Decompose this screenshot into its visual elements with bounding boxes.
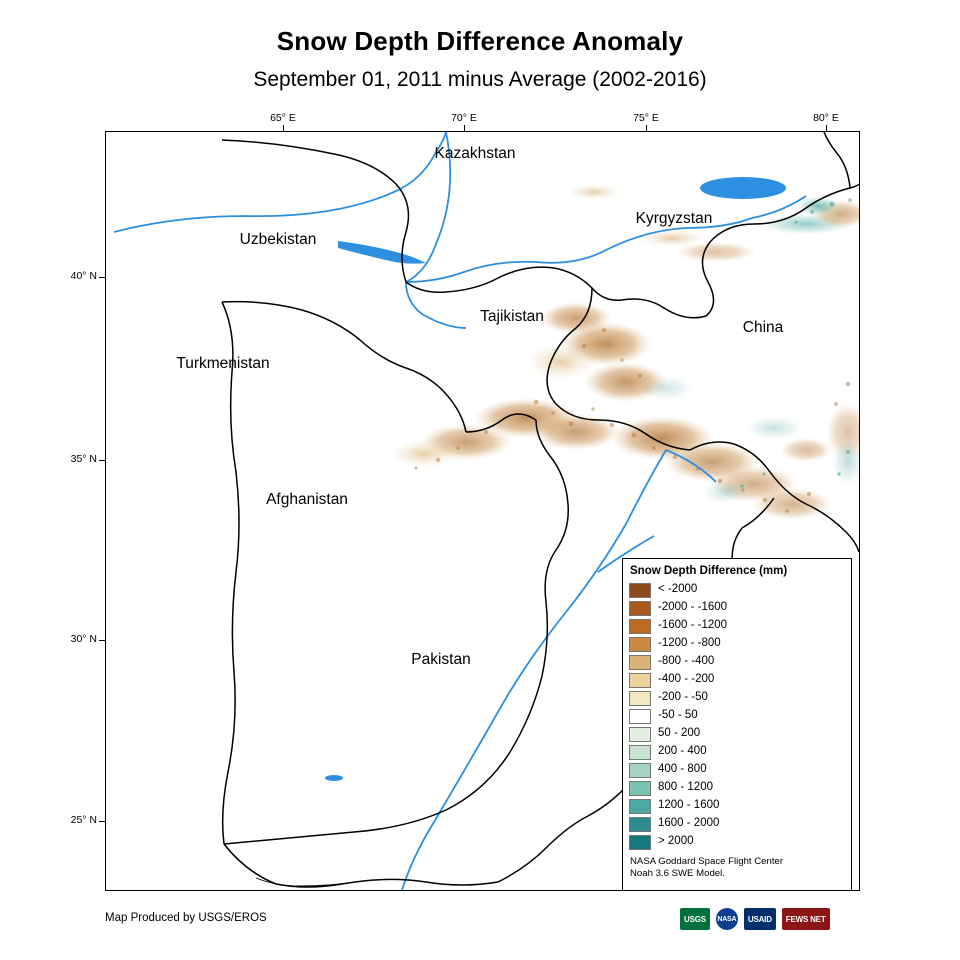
lat-label-40n: 40° N [70, 270, 97, 282]
logo-strip [680, 906, 830, 932]
legend-item [629, 653, 845, 671]
nasa-logo: NASA [716, 908, 738, 930]
legend-label: 50 - 200 [658, 727, 701, 740]
anomaly-raster [390, 184, 859, 520]
legend-item [629, 725, 845, 743]
legend-panel [622, 558, 852, 891]
legend-swatch [629, 655, 651, 670]
country-label-pakistan: Pakistan [411, 651, 471, 668]
legend-item [629, 833, 845, 851]
lon-label-70e: 70° E [451, 112, 477, 124]
lat-label-35n: 35° N [70, 453, 97, 465]
legend-label: 400 - 800 [658, 763, 707, 776]
legend-label: -1600 - -1200 [658, 619, 728, 632]
lat-label-25n: 25° N [70, 814, 97, 826]
legend-swatch [629, 637, 651, 652]
country-label-afghanistan: Afghanistan [266, 491, 348, 508]
legend-item [629, 815, 845, 833]
legend-swatch [629, 673, 651, 688]
legend-item [629, 635, 845, 653]
lon-label-65e: 65° E [270, 112, 296, 124]
legend-item [629, 779, 845, 797]
legend-label: -2000 - -1600 [658, 601, 728, 614]
legend-label: -1200 - -800 [658, 637, 721, 650]
legend-item [629, 743, 845, 761]
lat-label-30n: 30° N [70, 633, 97, 645]
legend-note-line-2: Noah 3.6 SWE Model. [630, 867, 725, 879]
legend-swatch [629, 799, 651, 814]
legend-swatch [629, 745, 651, 760]
legend-swatch [629, 781, 651, 796]
legend-label: 1200 - 1600 [658, 799, 720, 812]
legend-label: 1600 - 2000 [658, 817, 720, 830]
legend-item [629, 689, 845, 707]
legend-label: 800 - 1200 [658, 781, 713, 794]
legend-label: < -2000 [658, 583, 698, 596]
legend-note-line-1: NASA Goddard Space Flight Center [630, 856, 784, 867]
legend-label: -400 - -200 [658, 673, 715, 686]
legend-label: -800 - -400 [658, 655, 715, 668]
legend-item [629, 581, 845, 599]
legend-label: 200 - 400 [658, 745, 707, 758]
legend-item [629, 707, 845, 725]
country-label-china: China [742, 319, 784, 336]
legend-swatch [629, 583, 651, 598]
legend-title: Snow Depth Difference (mm) [630, 565, 788, 577]
country-label-uzbekistan: Uzbekistan [239, 231, 317, 248]
lon-label-75e: 75° E [633, 112, 659, 124]
page-subtitle: September 01, 2011 minus Average (2002-2016) [253, 68, 707, 91]
legend-item [629, 671, 845, 689]
legend-swatch [629, 691, 651, 706]
legend-swatch [629, 709, 651, 724]
lon-label-80e: 80° E [813, 112, 839, 124]
usgs-logo: USGS [680, 908, 710, 930]
legend-swatch [629, 619, 651, 634]
country-label-tajikistan: Tajikistan [480, 308, 544, 325]
page-title: Snow Depth Difference Anomaly [276, 26, 684, 56]
legend-item [629, 599, 845, 617]
legend-item [629, 617, 845, 635]
country-label-kyrgyzstan: Kyrgyzstan [635, 210, 713, 227]
country-label-kazakhstan: Kazakhstan [434, 145, 516, 162]
legend-swatch [629, 817, 651, 832]
legend-item [629, 797, 845, 815]
legend-label: -200 - -50 [658, 691, 708, 704]
legend-label: -50 - 50 [658, 709, 698, 722]
legend-swatch [629, 727, 651, 742]
legend-swatch [629, 601, 651, 616]
legend-swatch [629, 835, 651, 850]
legend-item [629, 761, 845, 779]
legend-label: > 2000 [658, 835, 694, 848]
fewsnet-logo: FEWS NET [782, 908, 830, 930]
footer-credit: Map Produced by USGS/EROS [105, 912, 267, 924]
usaid-logo: USAID [744, 908, 776, 930]
country-label-turkmenistan: Turkmenistan [176, 355, 270, 372]
legend-swatch [629, 763, 651, 778]
